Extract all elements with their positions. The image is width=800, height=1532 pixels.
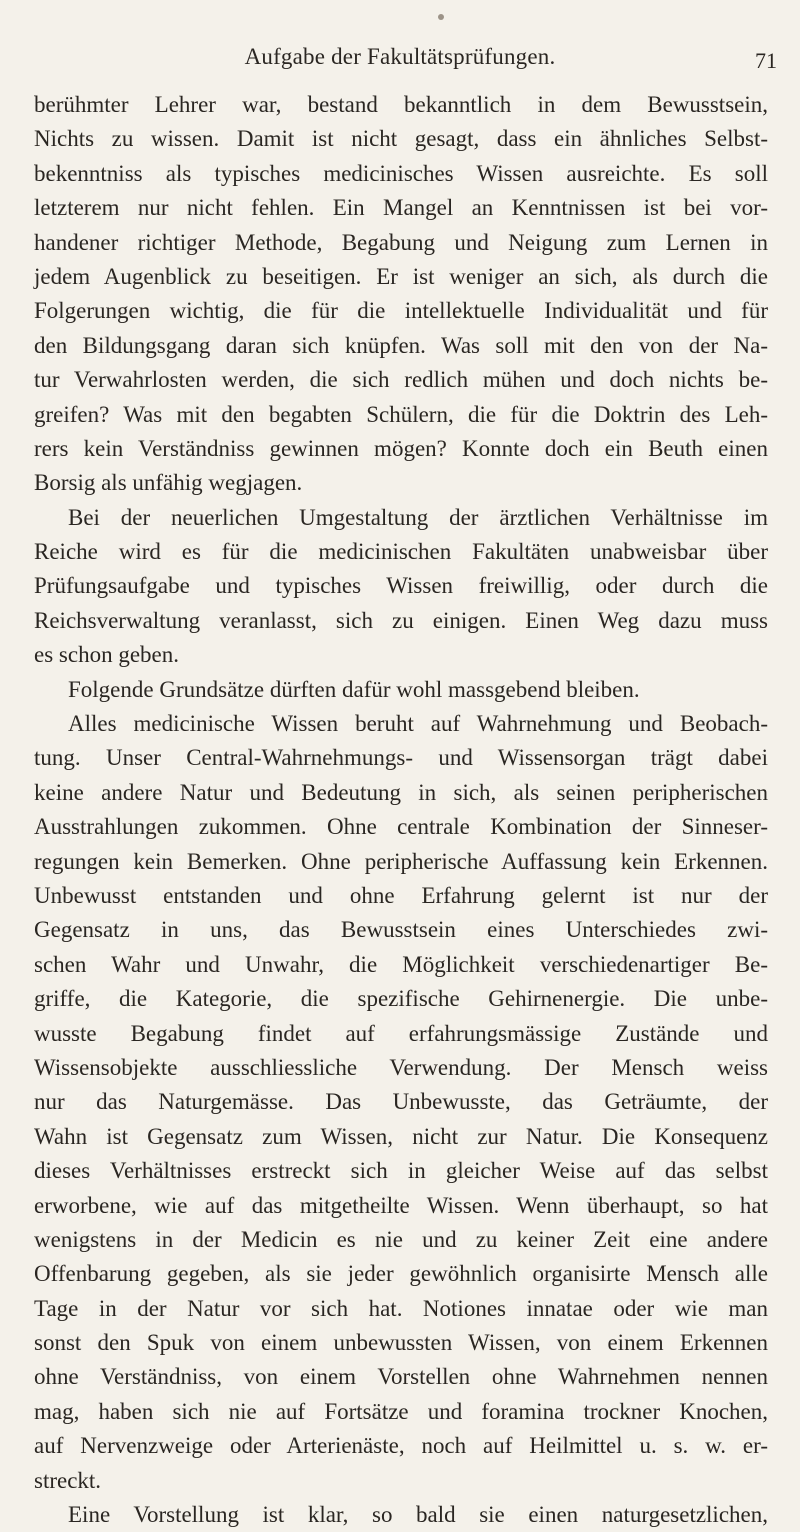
text-line: Tage in der Natur vor sich hat. Notiones innatae oder wie man: [34, 1295, 768, 1321]
text-line: Prüfungsaufgabe und typisches Wissen freiwillig, oder durch die: [34, 573, 768, 599]
text-line: Offenbarung gegeben, als sie jeder gewöhnlich organisirte Mensch alle: [34, 1261, 768, 1287]
text-line: nur das Naturgemässe. Das Unbewusste, das Geträumte, der: [34, 1089, 768, 1115]
text-line: bekenntniss als typisches medicinisches Wissen ausreichte. Es soll: [34, 160, 768, 186]
text-line: Nichts zu wissen. Damit ist nicht gesagt, dass ein ähnliches Selbst-: [34, 126, 768, 152]
text-line: Folgerungen wichtig, die für die intellektuelle Individualität und für: [34, 298, 768, 324]
text-line: Reichsverwaltung veranlasst, sich zu einigen. Einen Weg dazu muss: [34, 607, 768, 633]
text-line: es schon geben.: [34, 642, 179, 668]
text-line: Reiche wird es für die medicinischen Fakultäten unabweisbar über: [34, 539, 768, 565]
text-line: erworbene, wie auf das mitgetheilte Wissen. Wenn überhaupt, so hat: [34, 1192, 768, 1218]
paragraph: [34, 1498, 768, 1532]
text-line: Eine Vorstellung ist klar, so bald sie einen naturgesetzlichen,: [68, 1502, 768, 1528]
text-line: den Bildungsgang daran sich knüpfen. Was soll mit den von der Na-: [34, 332, 768, 358]
text-line: letzterem nur nicht fehlen. Ein Mangel an Kenntnissen ist bei vor-: [34, 195, 768, 221]
text-line: streckt.: [34, 1467, 102, 1493]
text-line: Borsig als unfähig wegjagen.: [34, 470, 303, 496]
text-line: dieses Verhältnisses erstreckt sich in gleicher Weise auf das selbst: [34, 1158, 768, 1184]
text-line: tur Verwahrlosten werden, die sich redlich mühen und doch nichts be-: [34, 367, 768, 393]
page-number: 71: [755, 48, 777, 73]
text-line: handener richtiger Methode, Begabung und Neigung zum Lernen in: [34, 229, 768, 255]
text-line: wenigstens in der Medicin es nie und zu keiner Zeit eine andere: [34, 1226, 768, 1252]
text-line: Wissensobjekte ausschliessliche Verwendung. Der Mensch weiss: [34, 1054, 768, 1080]
text-line: rers kein Verständniss gewinnen mögen? Konnte doch ein Beuth einen: [34, 435, 768, 461]
paragraph: [34, 88, 768, 501]
text-line: griffe, die Kategorie, die spezifische Gehirnenergie. Die unbe-: [34, 986, 768, 1012]
body-text: [34, 88, 768, 1532]
text-line: Gegensatz in uns, das Bewusstsein eines Unterschiedes zwi-: [34, 917, 768, 943]
text-line: keine andere Natur und Bedeutung in sich, als seinen peripherischen: [34, 779, 768, 805]
text-line: Alles medicinische Wissen beruht auf Wahrnehmung und Beobach-: [68, 711, 768, 737]
text-line: berühmter Lehrer war, bestand bekanntlich in dem Bewusstsein,: [34, 92, 768, 117]
text-line: Wahn ist Gegensatz zum Wissen, nicht zur Natur. Die Konsequenz: [34, 1123, 768, 1149]
text-line: tung. Unser Central-Wahrnehmungs- und Wissensorgan trägt dabei: [34, 745, 768, 771]
text-line: greifen? Was mit den begabten Schülern, die für die Doktrin des Leh-: [34, 401, 768, 427]
text-line: schen Wahr und Unwahr, die Möglichkeit verschiedenartiger Be-: [34, 951, 768, 977]
text-line: Unbewusst entstanden und ohne Erfahrung gelernt ist nur der: [34, 882, 768, 908]
text-line: ohne Verständniss, von einem Vorstellen ohne Wahrnehmen nennen: [34, 1364, 768, 1390]
text-line: wusste Begabung findet auf erfahrungsmässige Zustände und: [34, 1020, 768, 1046]
text-line: Folgende Grundsätze dürften dafür wohl massgebend bleiben.: [68, 676, 640, 702]
text-line: jedem Augenblick zu beseitigen. Er ist weniger an sich, als durch die: [34, 263, 768, 289]
text-line: Bei der neuerlichen Umgestaltung der ärztlichen Verhältnisse im: [68, 504, 768, 530]
running-head: Aufgabe der Fakultätsprüfungen.: [244, 44, 556, 69]
text-line: sonst den Spuk von einem unbewussten Wissen, von einem Erkennen: [34, 1330, 768, 1356]
text-line: regungen kein Bemerken. Ohne peripherische Auffassung kein Erkennen.: [34, 848, 768, 874]
text-line: Ausstrahlungen zukommen. Ohne centrale Kombination der Sinneser-: [34, 814, 768, 840]
paragraph: [34, 501, 768, 673]
ink-speck: [438, 14, 444, 20]
text-line: mag, haben sich nie auf Fortsätze und foramina trockner Knochen,: [34, 1398, 768, 1424]
paragraph: [34, 673, 768, 1498]
text-line: auf Nervenzweige oder Arterienäste, noch auf Heilmittel u. s. w. er-: [34, 1433, 768, 1459]
